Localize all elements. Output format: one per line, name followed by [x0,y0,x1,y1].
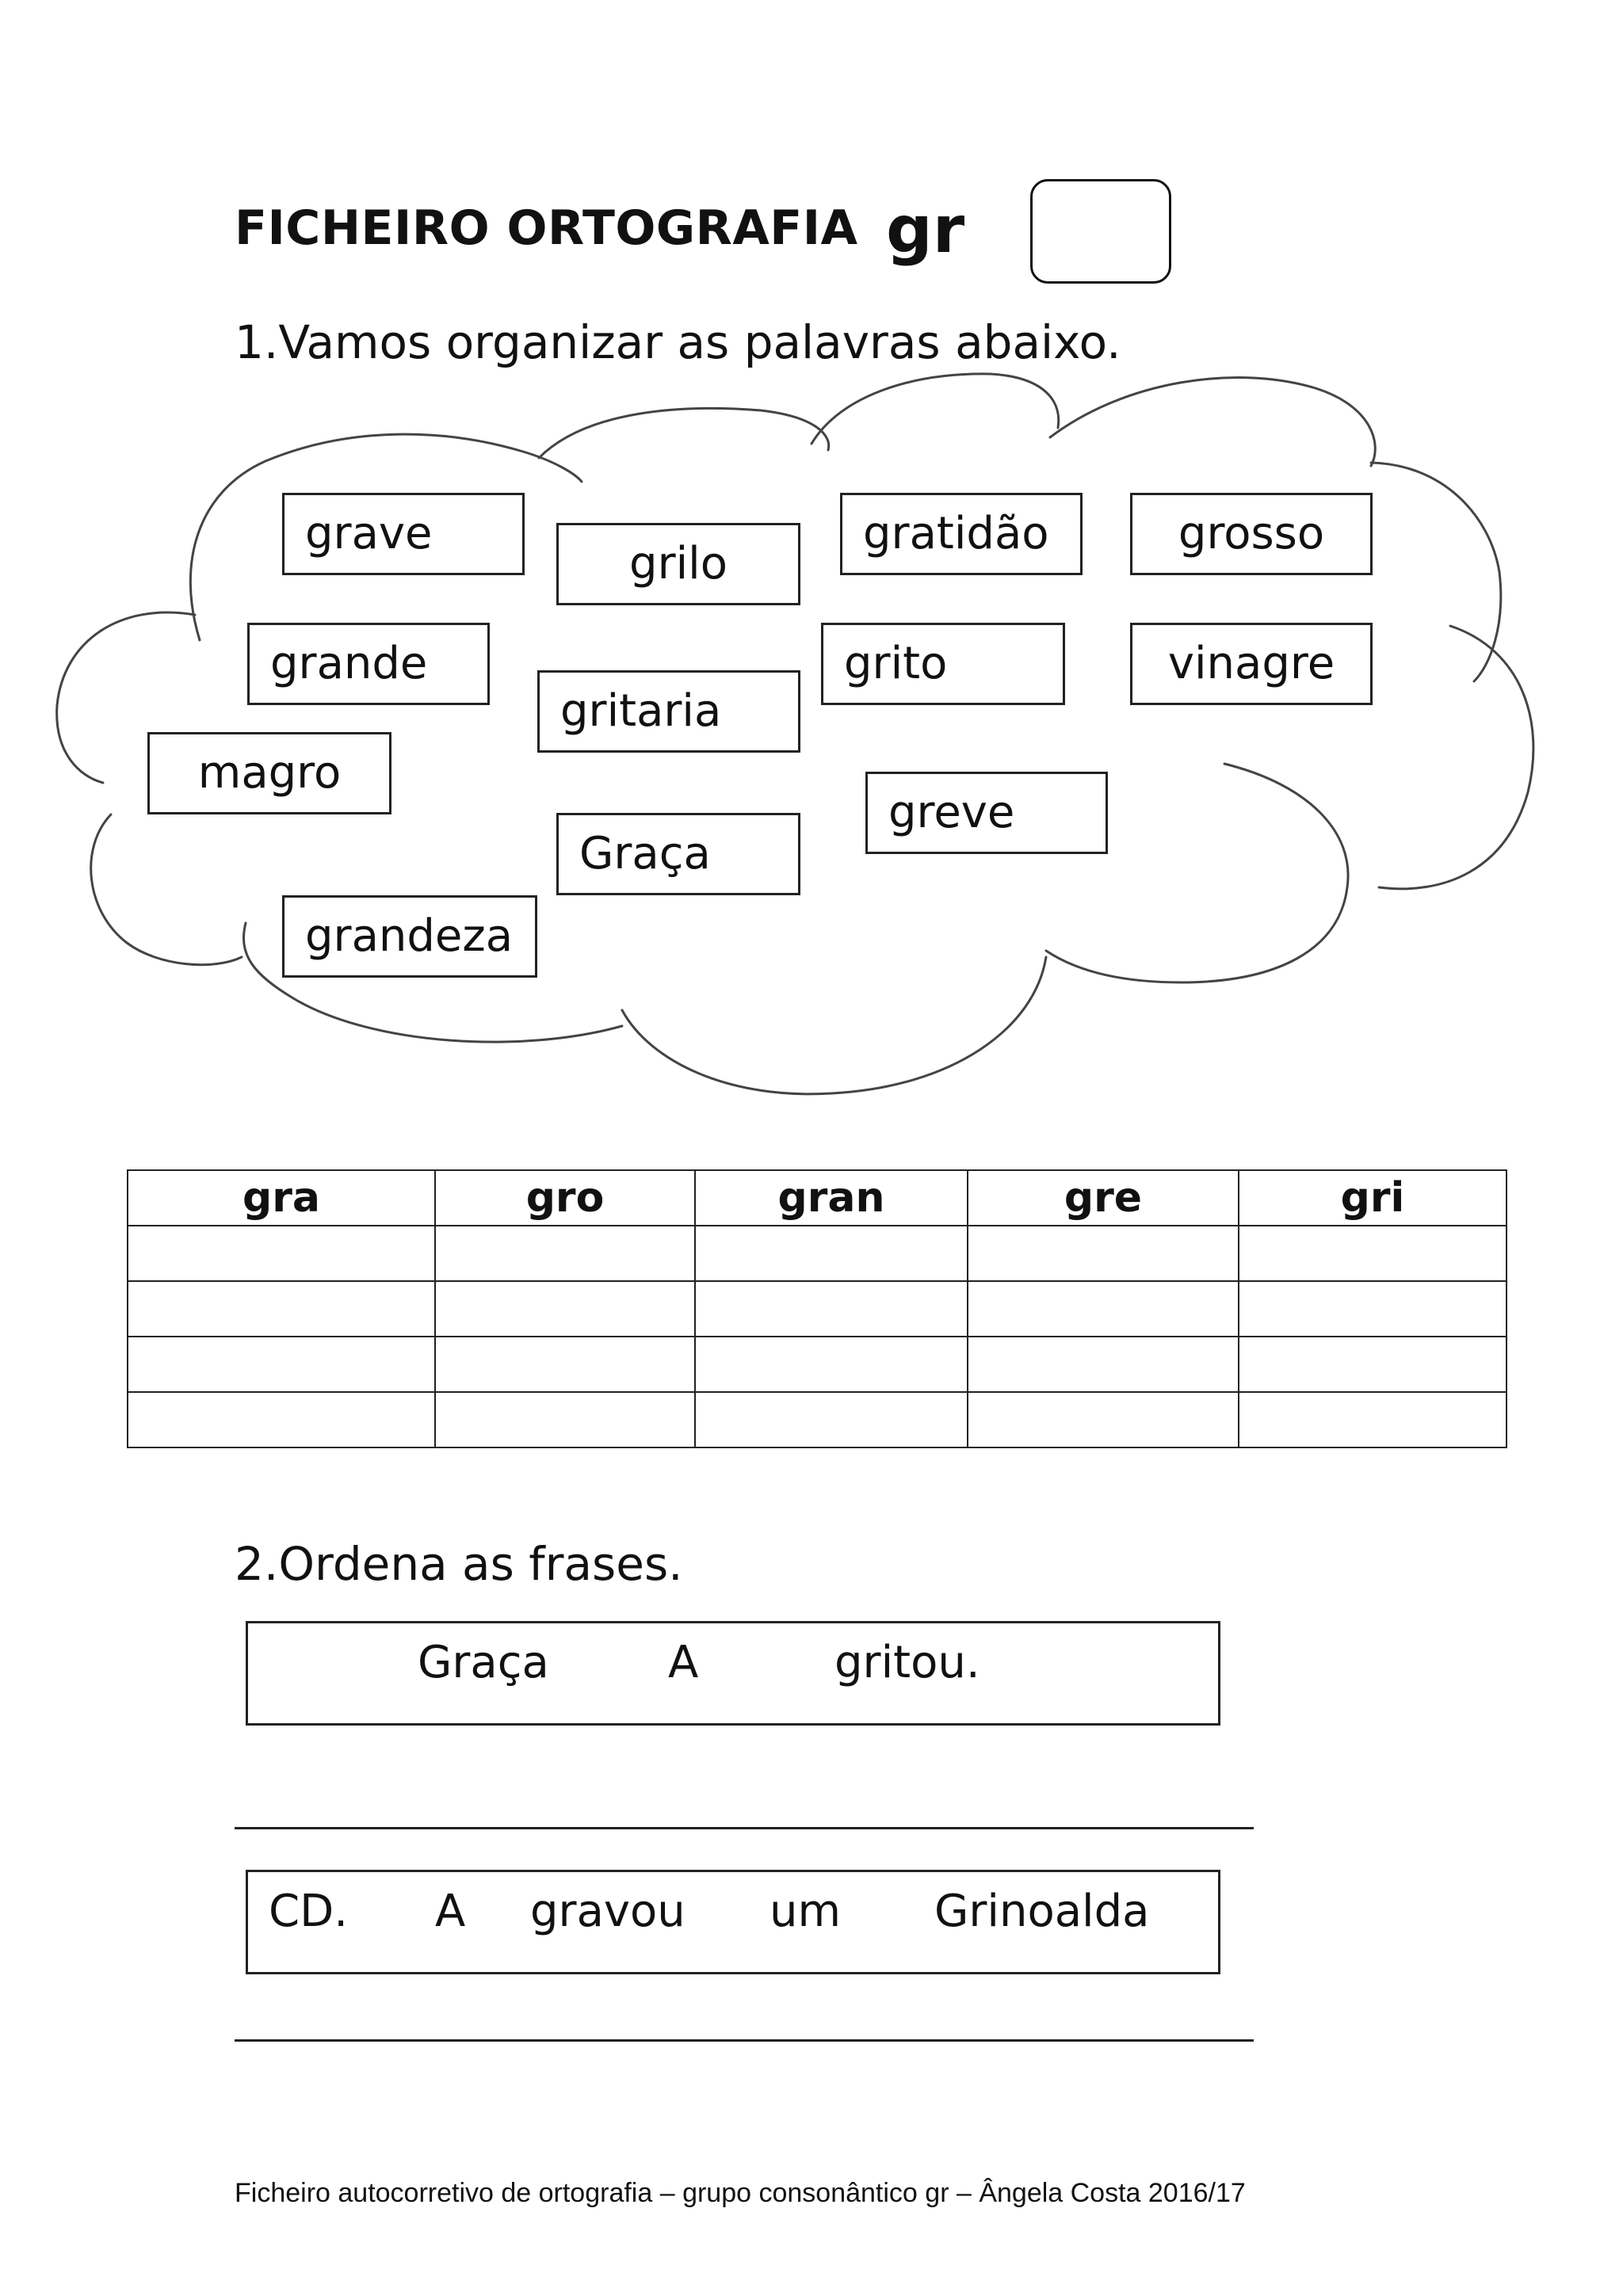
word-card[interactable]: vinagre [1130,623,1373,705]
answer-cell[interactable] [695,1226,968,1281]
worksheet-topic: gr [886,193,965,268]
answer-cell[interactable] [1239,1226,1507,1281]
answer-cell[interactable] [1239,1392,1507,1447]
column-header: gri [1239,1170,1507,1226]
answer-line-2[interactable] [235,2039,1254,2042]
answer-cell[interactable] [968,1392,1239,1447]
answer-cell[interactable] [968,1226,1239,1281]
answer-cell[interactable] [968,1281,1239,1337]
answer-cell[interactable] [695,1337,968,1392]
score-box[interactable] [1030,179,1171,284]
table-row [128,1337,1507,1392]
scrambled-sentence-2 [246,1870,1220,1974]
table-row [128,1281,1507,1337]
word-card[interactable]: Graça [556,813,800,895]
word-card[interactable]: grilo [556,523,800,605]
sentence-word: um [769,1886,842,1937]
word-card[interactable]: gritaria [537,670,800,753]
scrambled-sentence-1 [246,1621,1220,1726]
answer-cell[interactable] [435,1392,695,1447]
word-card[interactable]: gratidão [840,493,1083,575]
answer-cell[interactable] [128,1226,435,1281]
sentence-word: gravou [530,1886,685,1937]
sentence-word: Grinoalda [934,1886,1150,1937]
exercise-1-instruction: 1.Vamos organizar as palavras abaixo. [235,315,1121,369]
exercise-2-instruction: 2.Ordena as frases. [235,1537,683,1591]
worksheet-title: FICHEIRO ORTOGRAFIA [235,200,858,256]
answer-cell[interactable] [128,1337,435,1392]
answer-cell[interactable] [1239,1337,1507,1392]
word-card[interactable]: grave [282,493,525,575]
column-header: gran [695,1170,968,1226]
word-card[interactable]: grandeza [282,895,537,978]
answer-cell[interactable] [128,1281,435,1337]
answer-cell[interactable] [435,1226,695,1281]
sentence-word: gritou. [834,1637,980,1688]
column-header: gre [968,1170,1239,1226]
footer-credit: Ficheiro autocorretivo de ortografia – grupo consonântico gr – Ângela Costa 2016/17 [235,2178,1246,2208]
sorting-table [127,1169,1507,1448]
word-card[interactable]: grande [247,623,490,705]
answer-cell[interactable] [695,1392,968,1447]
answer-line-1[interactable] [235,1827,1254,1829]
answer-cell[interactable] [968,1337,1239,1392]
answer-cell[interactable] [435,1337,695,1392]
sentence-word: A [668,1637,699,1688]
answer-cell[interactable] [435,1281,695,1337]
column-header: gra [128,1170,435,1226]
word-card[interactable]: magro [147,732,391,814]
answer-cell[interactable] [128,1392,435,1447]
word-card[interactable]: grito [821,623,1065,705]
answer-cell[interactable] [1239,1281,1507,1337]
word-card[interactable]: greve [865,772,1108,854]
table-row [128,1392,1507,1447]
table-row [128,1226,1507,1281]
sentence-word: A [435,1886,466,1937]
word-card[interactable]: grosso [1130,493,1373,575]
sentence-word: CD. [269,1886,349,1937]
column-header: gro [435,1170,695,1226]
table-header-row [128,1170,1507,1226]
answer-cell[interactable] [695,1281,968,1337]
sentence-word: Graça [418,1637,549,1688]
